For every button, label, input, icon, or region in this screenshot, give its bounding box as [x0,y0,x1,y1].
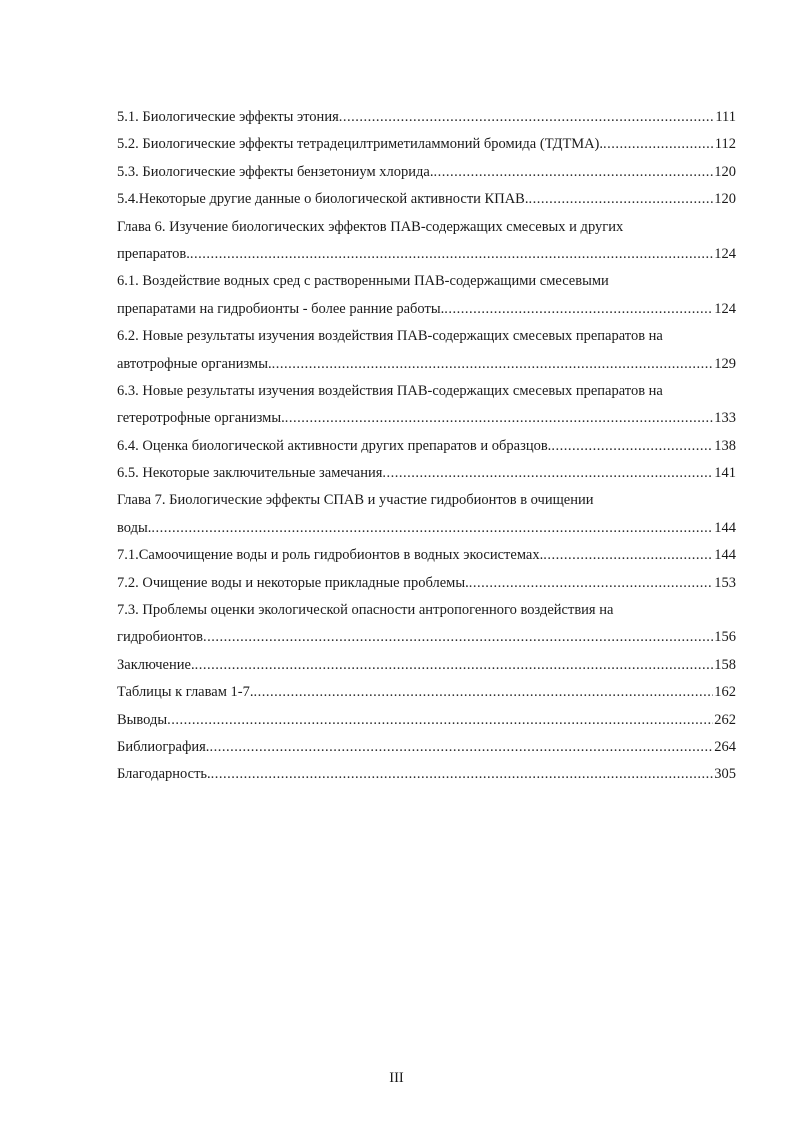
toc-entry-page-number: 144 [714,519,736,536]
toc-leader-dots [603,131,714,158]
toc-leader-dots [339,104,715,131]
toc-entry-page-number: 162 [714,684,736,701]
table-of-contents [117,104,736,789]
toc-leader-dots [211,761,714,788]
toc-entry-title: 5.3. Биологические эффекты бензетониум хлорида. [117,163,434,180]
toc-entry-page-number: 262 [714,711,736,728]
toc-entry [117,652,736,679]
toc-leader-dots [433,159,713,186]
toc-entry-title-line: 6.2. Новые результаты изучения воздействия ПАВ-содержащих смесевых препаратов на [117,328,663,345]
toc-leader-dots [167,707,713,734]
toc-leader-dots [209,734,713,761]
toc-entry [117,761,736,788]
toc-entry-title: гидробионтов [117,629,203,646]
toc-entry [117,159,736,186]
toc-leader-dots [469,570,714,597]
toc-leader-dots [151,515,713,542]
toc-entry-page-number: 124 [714,245,736,262]
toc-entry [117,734,736,761]
toc-entry-title-line: 7.3. Проблемы оценки экологической опасности антропогенного воздействия на [117,602,614,619]
toc-entry-title: Заключение. [117,656,195,673]
toc-entry [117,570,736,597]
toc-entry-page-number: 112 [714,136,736,153]
toc-entry-title: 5.1. Биологические эффекты этония [117,109,339,125]
toc-entry [117,186,736,213]
toc-entry-page-number: 138 [714,437,736,454]
toc-entry-line [117,296,736,323]
toc-entry-title: Благодарность. [117,766,211,783]
toc-entry-title: 7.1.Самоочищение воды и роль гидробионтов в водных экосистемах. [117,547,544,564]
toc-entry [117,679,736,706]
toc-entry-page-number: 141 [714,465,736,482]
toc-entry-page-number: 156 [714,629,736,646]
toc-entry-line [117,460,736,487]
toc-entry [117,378,736,433]
toc-entry [117,268,736,323]
toc-entry-title: 5.4.Некоторые другие данные о биологической активности КПАВ. [117,191,529,208]
toc-entry [117,214,736,269]
toc-entry-line [117,734,736,761]
toc-entry-page-number: 120 [714,163,736,180]
toc-entry-line [117,761,736,788]
toc-leader-dots [195,652,714,679]
toc-entry-title-line: 6.1. Воздействие водных сред с растворенными ПАВ-содержащими смесевыми [117,273,609,290]
toc-leader-dots [285,405,714,432]
toc-entry-page-number: 264 [714,738,736,755]
toc-entry-page-number: 144 [714,547,736,564]
toc-entry-title: 7.2. Очищение воды и некоторые прикладные проблемы. [117,574,469,591]
toc-entry-title: воды. [117,519,152,536]
toc-entry-line [117,433,736,460]
toc-entry-line [117,570,736,597]
toc-entry-line [117,515,736,542]
toc-entry [117,131,736,158]
toc-entry-line [117,679,736,706]
toc-entry [117,597,736,652]
toc-entry-page-number: 153 [714,574,736,591]
toc-entry-title: Выводы [117,711,168,728]
toc-entry-title: препаратами на гидробионты - более ранние работы. [117,300,445,317]
toc-entry-title-line: Глава 6. Изучение биологических эффектов ПАВ-содержащих смесевых и других [117,218,624,235]
toc-entry-line [117,707,736,734]
toc-entry-title: 6.4. Оценка биологической активности других препаратов и образцов. [117,437,552,454]
toc-entry-title: автотрофные организмы. [117,355,272,372]
page-number: III [389,1070,404,1086]
toc-entry-line [117,405,736,432]
toc-entry-title: гетеротрофные организмы. [117,410,285,427]
toc-entry-line [117,159,736,186]
toc-entry-title-line: Глава 7. Биологические эффекты СПАВ и участие гидробионтов в очищении [117,492,594,509]
toc-entry [117,487,736,542]
toc-leader-dots [528,186,713,213]
toc-entry [117,104,736,131]
toc-entry-line [117,131,736,158]
toc-leader-dots [253,679,713,706]
toc-entry-page-number: 305 [714,766,736,783]
toc-entry [117,433,736,460]
toc-leader-dots [382,460,713,487]
toc-entry [117,460,736,487]
toc-entry-page-number: 111 [715,109,736,125]
toc-entry-title: Библиография. [117,738,210,755]
toc-entry [117,323,736,378]
toc-leader-dots [543,542,713,569]
toc-entry-page-number: 124 [714,300,736,317]
toc-entry-page-number: 133 [714,410,736,427]
toc-entry [117,707,736,734]
toc-entry-page-number: 129 [714,355,736,372]
toc-entry-line [117,241,736,268]
toc-entry-title: Таблицы к главам 1-7. [117,684,254,701]
toc-entry-page-number: 120 [714,191,736,208]
toc-entry-line [117,542,736,569]
toc-entry-line [117,351,736,378]
toc-entry-page-number: 158 [714,656,736,673]
toc-entry-line [117,104,736,131]
toc-entry-title: 5.2. Биологические эффекты тетрадецилтриметиламмоний бромида (ТДТМА). [117,136,604,153]
toc-entry [117,542,736,569]
toc-entry-title: препаратов. [117,245,190,262]
toc-entry-line [117,624,736,651]
toc-entry-line [117,652,736,679]
toc-entry-title: 6.5. Некоторые заключительные замечания [117,465,383,482]
toc-leader-dots [551,433,713,460]
toc-entry-title-line: 6.3. Новые результаты изучения воздействия ПАВ-содержащих смесевых препаратов на [117,382,663,399]
toc-entry-line [117,186,736,213]
toc-leader-dots [444,296,713,323]
toc-leader-dots [190,241,713,268]
toc-leader-dots [272,351,714,378]
toc-leader-dots [203,624,713,651]
